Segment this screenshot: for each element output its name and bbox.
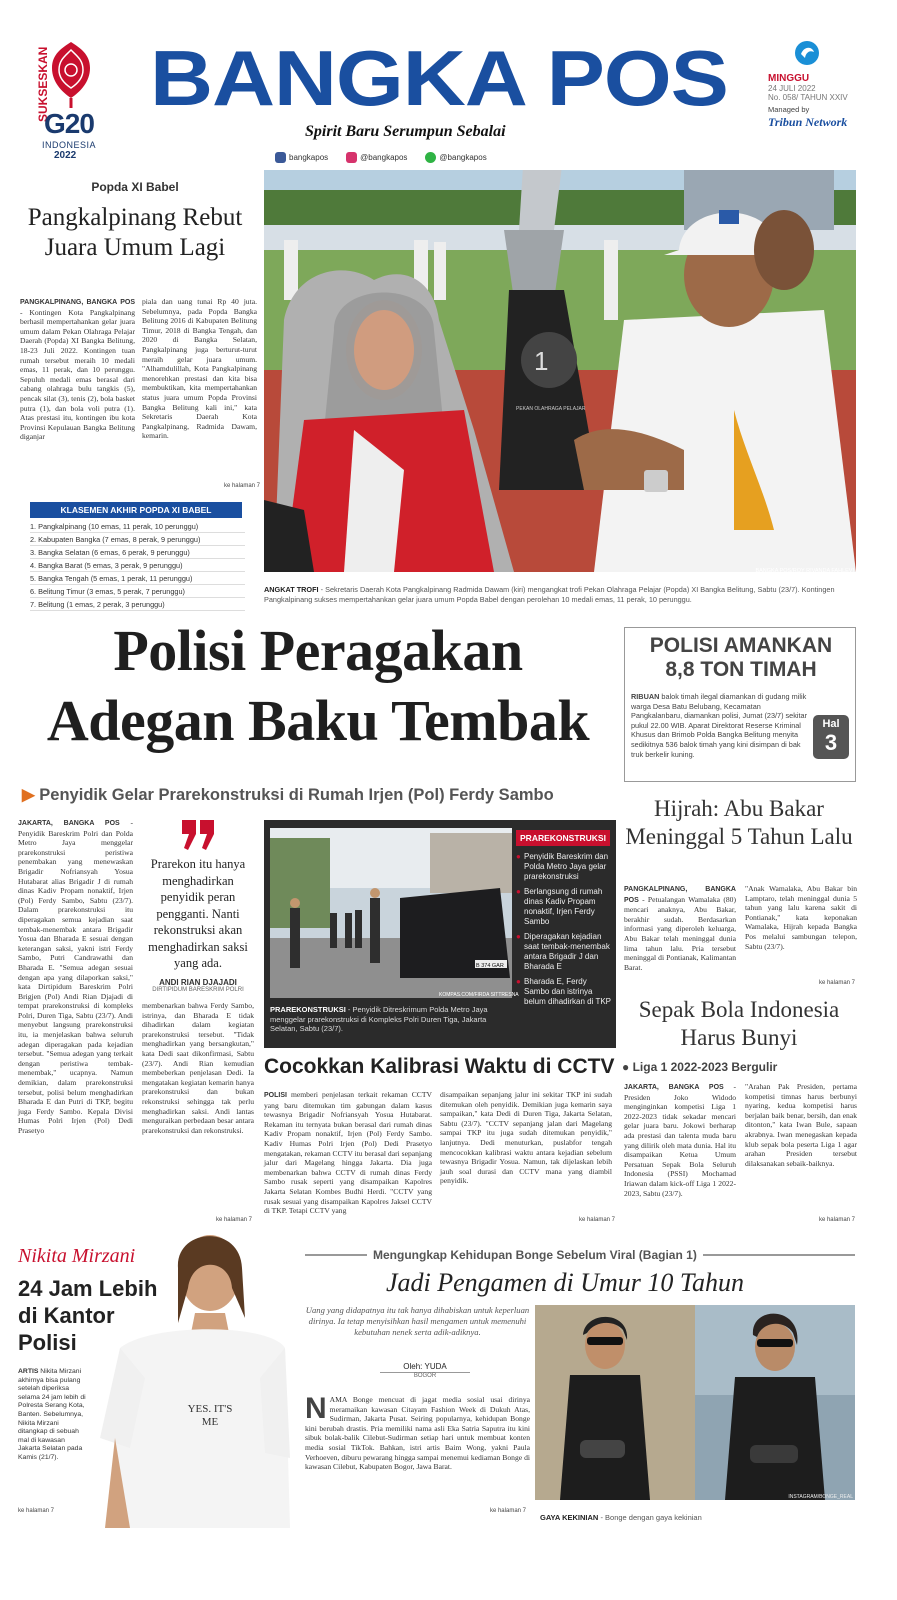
bonge-kicker-bar	[305, 1247, 855, 1263]
whatsapp-icon	[425, 152, 436, 163]
main-dateline: JAKARTA, BANGKA POS	[18, 820, 120, 827]
sepakbola-col1-text: - Presiden Joko Widodo menginginkan kompetisi Liga 1 2022-2023 tidak sekadar mencari gelar juara baru. Jokowi berharap ada prestasi dan talenta muda baru yang dilirik oleh mata dunia. Hal itu disampaikan Ketua Umum Persatuan Sepak Bola Seluruh Indonesia (PSSI) Mochamad Iriawan dalam kick-off Liga 1 2022-2023, Sabtu (23/7).	[624, 1082, 736, 1198]
prarekonstruksi-photo	[270, 828, 512, 998]
hal-label: Hal	[822, 718, 840, 730]
bonge-text-body: AMA Bonge mencuat di jagat media sosial usai dirinya meramaikan kawasan Citayam Fashion Week di Dukuh Atas, Sudirman, Jakarta Pusat. Seiring popularnya, kehidupan Bonge kini berubah drastis. Pria memiliki nama asli Eka Satria Saputra itu kini sibuk bolak-balik Cilebut-Sudirman setiap hari untuk membuat konten media sosial TikTok. Bahkan, istri artis Baim Wong, yakni Paula Verhoeven, diburu pewarang hingga sampai menemui kediaman Bonge di kawasan Cilebut, Kabupaten Bogor, Jawa Barat.	[305, 1395, 530, 1472]
bonge-photo	[535, 1305, 855, 1500]
nikita-continued[interactable]: ke halaman 7	[18, 1508, 55, 1514]
popda-continued[interactable]: ke halaman 7	[223, 483, 260, 489]
tribun-logo-icon	[794, 40, 820, 66]
bonge-dropcap: N	[305, 1392, 327, 1425]
social-instagram[interactable]	[346, 152, 407, 163]
nikita-body	[18, 1368, 86, 1463]
g20-batik-icon	[50, 40, 92, 110]
sepakbola-body-col1	[624, 1082, 736, 1198]
main-headline-line2: Adegan Baku Tembak	[46, 688, 590, 753]
timah-text-body: balok timah ilegal diamankan di gudang milik warga Desa Batu Belubang, Kecamatan Pangkalanbaru, diamankan polisi, Jumat (23/7) sekitar pukul 22.00 WIB. Aparat Direktorat Reserse Kriminal Khusus dan Brimob Polda Bangka Belitung menyita sedikitnya 536 balok timah yang kini disimpan di bak truk berkelir kuning.	[631, 692, 808, 759]
trophy-photo-illustration	[264, 170, 856, 572]
issue-date: 24 JULI 2022	[768, 84, 816, 93]
hijrah-body-col1	[624, 884, 736, 972]
klasemen-title: KLASEMEN AKHIR POPDA XI BABEL	[30, 502, 242, 518]
sepakbola-subheadline	[622, 1060, 856, 1074]
bonge-body	[305, 1392, 530, 1472]
main-headline-line1: Polisi Peragakan	[113, 618, 523, 683]
klasemen-row: 7. Belitung (1 emas, 2 perak, 3 perunggu)	[30, 598, 245, 611]
popda-headline[interactable]: Pangkalpinang Rebut Juara Umum Lagi	[27, 204, 243, 261]
klasemen-row: 4. Bangka Barat (5 emas, 3 perak, 9 perunggu)	[30, 559, 245, 572]
hero-photo	[264, 170, 856, 572]
nikita-dateline: ARTIS	[18, 1368, 39, 1375]
social-bar	[275, 152, 487, 163]
bonge-continued[interactable]: ke halaman 7	[489, 1508, 526, 1514]
sepakbola-headline[interactable]: Sepak Bola Indonesia Harus Bunyi	[638, 997, 840, 1050]
newspaper-title: BANGKA POS	[150, 34, 728, 122]
date-block	[768, 40, 878, 130]
nikita-shirt-text: YES. IT'S ME	[187, 1403, 233, 1428]
bonge-photo-illustration	[535, 1305, 855, 1500]
klasemen-row: 3. Bangka Selatan (6 emas, 6 perak, 9 perunggu)	[30, 546, 245, 559]
pull-quote-text: Prarekon itu hanya menghadirkan penyidik peran pengganti. Nanti rekonstruksi akan menghadirkan saksi yang ada.	[148, 857, 248, 970]
bonge-kicker: Mengungkap Kehidupan Bonge Sebelum Viral (Bagian 1)	[367, 1247, 703, 1263]
bonge-photo-credit: INSTAGRAM/BONGE_REAL	[788, 1494, 853, 1500]
sepakbola-subtitle-text: Liga 1 2022-2023 Bergulir	[632, 1060, 778, 1074]
bullet-icon: ●	[622, 1060, 630, 1074]
main-col1-text: - Penyidik Bareskrim Polri dan Polda Metro Jaya menggelar prarekonstruksi peristiwa penembakan yang menewaskan Brigadir Nofriansyah Yosua Hutabarat alias Brigadir J di rumah dinas Kadiv Propam nonaktif, Irjen (Pol) Ferdy Sambo, Sabtu (23/7). Dalam prarekonstruksi itu diperagakan semua kejadian saat tembak-menembak antara Brigadir Yosua dan Bharada E sesuai dengan keterangan saksi, yakni istri Ferdy Sambo, Putri Candrawathi dan Bharada E. "Semua adegan sesuai dengan apa yang dilaporkan saksi," kata Dirtipidum Bareskrim Polri Brigjen (Pol) Andi Rian Djajadi di tempat prarekonstruksi di kompleks Polri, Duren Tiga, Sabtu (23/7). Andi menyebut langsung prarekonstruksi itu, ia menjelaskan bahwa seluruh adegan diperagakan pada kejadian tersebut. "Semua adegan yang terkait dengan peristiwa tembak-menembak," ucapnya. Namun demikian, dalam prarekonstruksi tersebut, polisi belum menghadirkan Bharada E dan Putri di TKP, begitu juga Ferdy Sambo. Kepala Divisi Humas Polri Irjen (Pol) Dedi Prasetyo	[18, 818, 133, 1135]
sukseskan-label: SUKSESKAN	[36, 46, 50, 122]
instagram-icon	[346, 152, 357, 163]
popda-kicker: Popda XI Babel	[91, 180, 179, 194]
popda-dateline: PANGKALPINANG, BANGKA POS	[20, 299, 135, 306]
svg-text:1: 1	[534, 346, 549, 376]
g20-badge	[14, 40, 124, 170]
hal-number: 3	[824, 730, 838, 755]
tagline: Spirit Baru Serumpun Sebalai	[305, 123, 506, 140]
hero-caption-text: - Sekretaris Daerah Kota Pangkalpinang Radmida Dawam (kiri) mengangkat trofi Pekan Olahraga Pelajar (Popda) XI Bangka Belitung, Sabtu (23/7). Kontingen Pangkalpinang sukses mempertahankan gelar juara umum Popda Babel dengan perolehan 10 medali emas, 11 perak, 10 perunggu.	[264, 585, 835, 604]
klasemen-row: 1. Pangkalpinang (10 emas, 11 perak, 10 perunggu)	[30, 520, 245, 533]
bonge-caption	[540, 1513, 860, 1522]
bonge-byline	[380, 1362, 470, 1379]
bonge-headline[interactable]: Jadi Pengamen di Umur 10 Tahun	[386, 1268, 744, 1297]
prarekonstruksi-caption-text: - Penyidik Ditreskrimum Polda Metro Jaya menggelar prarekonstruksi di Kompleks Polri Duren Tiga, Jakarta Selatan, Sabtu (23/7).	[270, 1005, 488, 1033]
timah-title-line2: 8,8 TON TIMAH	[665, 658, 817, 681]
timah-box	[624, 627, 856, 782]
hero-photo-credit: BANGKA POS/ROY RIVANDA FAHLEVI	[755, 568, 854, 572]
facebook-icon	[275, 152, 286, 163]
bullet-text: Penyidik Bareskrim dan Polda Metro Jaya gelar prarekonstruksi	[524, 852, 609, 881]
prarekonstruksi-box	[264, 820, 616, 1048]
nikita-photo-illustration	[100, 1228, 290, 1528]
issue-number: No. 058/ TAHUN XXIV	[768, 93, 848, 102]
social-instagram-label: @bangkapos	[360, 153, 408, 162]
hijrah-dateline: PANGKALPINANG, BANGKA POS	[624, 886, 736, 904]
cctv-headline[interactable]: Cocokkan Kalibrasi Waktu di CCTV	[264, 1055, 615, 1078]
bonge-lead: Uang yang didapatnya itu tak hanya dihabiskan untuk keperluan dirinya. Ia tetap menyisihkan hasil mengamen untuk memenuhi kebutuhan nenek serta adik-adiknya.	[305, 1305, 530, 1337]
nikita-text-body: Nikita Mirzani akhirnya bisa pulang setelah diperiksa selama 24 jam lebih di Polresta Serang Kota, Banten. Sebelumnya, Nikita Mirzani ditangkap di sebuah mal di kawasan Jakarta Selatan pada Kamis (21/7).	[18, 1368, 86, 1461]
nikita-headline[interactable]: 24 Jam Lebih di Kantor Polisi	[18, 1276, 158, 1355]
cctv-dateline: POLISI	[264, 1092, 287, 1099]
cctv-body-col1	[264, 1090, 432, 1216]
cctv-col1-text: memberi penjelasan terkait rekaman CCTV yang baru ditemukan tim gabungan dalam kasus tewasnya Brigadir Nofriansyah Yosua Hutabarat. Rekaman itu ternyata bukan berasal dari rumah dinas Kadiv Propam nonaktif, Irjen (Pol) Ferdy Sambo. Kadiv Humas Polri Irjen (Pol) Dedi Prasetyo mengatakan, rekaman CCTV itu berasal dari sepanjang jalur dari Magelang hingga Jakarta. Dia juga membenarkan bahwa CCTV di rumah dinas Ferdy Sambo rusak seperti yang disampaikan Kapolres Jakarta Selatan Kombes Budhi Herdi. "CCTV yang rusak sesuai yang disampaikan Kapolres Jaksel CCTV di TKP. Tetapi CCTV yang	[264, 1090, 432, 1216]
main-body-col1	[18, 818, 133, 1136]
pull-quote-author: ANDI RIAN DJAJADI	[159, 977, 237, 987]
sepakbola-body-col2: "Arahan Pak Presiden, pertama kompetisi timnas harus berbunyi nyaring, kedua kompetisi harus berjalan baik benar, bersih, dan enak ditonton," kata Iwan Bule, sapaan akrabnya. Iwan menegaskan kepada klub sepak bola peserta Liga 1 agar arahan Presiden tersebut dilaksanakan sebaik-baiknya.	[745, 1082, 857, 1168]
klasemen-row: 5. Bangka Tengah (5 emas, 1 perak, 11 perunggu)	[30, 572, 245, 585]
prarekonstruksi-bullets	[516, 852, 612, 1007]
bonge-caption-text: - Bonge dengan gaya kekinian	[598, 1513, 702, 1522]
bullet-text: Bharada E, Ferdy Sambo dan istrinya belum dihadirkan di TKP	[524, 977, 612, 1006]
nikita-photo	[100, 1228, 290, 1528]
bonge-caption-label: GAYA KEKINIAN	[540, 1513, 599, 1522]
prarekonstruksi-caption-label: PRAREKONSTRUKSI	[270, 1005, 346, 1014]
nikita-name: Nikita Mirzani	[18, 1245, 136, 1267]
cctv-body-col2: disampaikan sepanjang jalur ini sekitar TKP ini sudah ditemukan oleh penyidik. Demikian juga kemarin saya sampaikan," kata Dedi di Duren Tiga, Jakarta Selatan, Sabtu (23/7). "CCTV sepanjang jalan dari Magelang sampai TKP itu juga sudah ditemukan penyidik," lanjutnya. Dedi menuturkan, puslabfor tengah mencocokkan kalibrasi waktu antara kejadian sebelum tewasnya Brigadir Yosua. Namun, tak dijelaskan lebih jauh soal durasi dan CCTV mana yang diambil penyidik.	[440, 1090, 612, 1186]
tribun-network-logo: Tribun Network	[768, 115, 848, 129]
hijrah-continued[interactable]: ke halaman 7	[818, 980, 855, 986]
klasemen-row: 2. Kabupaten Bangka (7 emas, 8 perak, 9 perunggu)	[30, 533, 245, 546]
hijrah-col1-text: - Petualangan Wamalaka (80) mencari anaknya, Abu Bakar, berakhir sudah. Berdasarkan informasi yang diperoleh keluarga, Abu Bakar telah meninggal dunia lima tahun lalu. Pria tersebut meninggal di Pontianak, Kalimantan Barat.	[624, 894, 736, 972]
hal-badge[interactable]	[813, 715, 849, 759]
timah-title[interactable]	[625, 634, 857, 682]
car-plate: B 374 GAR	[476, 963, 504, 969]
bullet-item: ● Diperagakan kejadian saat tembak-menembak antara Brigadir J dan Bharada E	[516, 932, 610, 971]
hijrah-headline[interactable]: Hijrah: Abu Bakar Meninggal 5 Tahun Lalu	[625, 796, 853, 849]
social-whatsapp[interactable]	[425, 152, 486, 163]
main-subheadline	[22, 785, 622, 805]
prarekonstruksi-box-title: PRAREKONSTRUKSI	[516, 830, 610, 846]
bullet-text: Berlangsung di rumah dinas Kadiv Propam nonaktif, Irjen Ferdy Sambo	[524, 887, 603, 926]
main-subheadline-text: Penyidik Gelar Prarekonstruksi di Rumah Irjen (Pol) Ferdy Sambo	[39, 786, 554, 804]
social-facebook-label: bangkapos	[289, 153, 329, 162]
prarekonstruksi-caption	[270, 1005, 512, 1034]
cctv-continued[interactable]: ke halaman 7	[578, 1217, 615, 1223]
bullet-item: ● Penyidik Bareskrim dan Polda Metro Jaya gelar prarekonstruksi	[516, 852, 609, 881]
sepakbola-dateline: JAKARTA, BANGKA POS	[624, 1084, 724, 1091]
bullet-item: ● Bharada E, Ferdy Sambo dan istrinya belum dihadirkan di TKP	[516, 977, 612, 1006]
main-continued[interactable]: ke halaman 7	[215, 1217, 252, 1223]
arrow-icon: ▶	[22, 786, 35, 804]
main-body-col2: membenarkan bahwa Ferdy Sambo, istrinya, dan Bharada E tidak dihadirkan dalam kegiatan prarekonstruksi tersebut. "Tidak menghadirkan yang bersangkutan," kata Dedi saat dikonfirmasi, Sabtu (23/7). Andi Rian kemudian membeberkan penjelasan Dedi. Ia mengatakan kegiatan kemarin hanya prarekonstruksi dan bukan rekonstruksi sehingga tak perlu menghadirkan saksi. Andi lantas menguraikan perbedaan besar antara prarekonstruksi dan rekonstruksi.	[142, 1001, 254, 1135]
pull-quote	[142, 818, 254, 993]
managed-by-label: Managed by	[768, 105, 810, 114]
social-whatsapp-label: @bangkapos	[439, 153, 487, 162]
timah-text	[631, 692, 811, 759]
bonge-byline-label: Oleh: YUDA	[380, 1362, 470, 1373]
timah-title-line1: POLISI AMANKAN	[649, 634, 833, 657]
g20-country: INDONESIA	[42, 140, 97, 150]
klasemen-list	[30, 520, 245, 611]
bonge-byline-place: BOGOR	[413, 1373, 437, 1379]
klasemen-row: 6. Belitung Timur (3 emas, 5 perak, 7 perunggu)	[30, 585, 245, 598]
g20-year: 2022	[54, 150, 77, 161]
main-headline[interactable]	[18, 616, 618, 756]
g20-title: G20	[44, 108, 94, 139]
issue-day: MINGGU	[768, 73, 810, 84]
prarekonstruksi-photo-credit: KOMPAS.COM/FIRDA SITTRESNA	[439, 992, 519, 998]
popda-body-col2: piala dan uang tunai Rp 40 juta. Sebelumnya, pada Popda Bangka Belitung 2016 di Kabupaten Belitung Timur, 2018 di Bangka Tengah, dan 2020 di Bangka Selatan, Pangkalpinang juga berturut-turut meraih gelar juara umum. "Alhamdulillah, Kota Pangkalpinang menorehkan prestasi dan kita bisa membuktikan, kita mempertahankan status juara umum Popda Provinsi Bangka Belitung kali ini," kata Sekretaris Daerah Kota Pangkalpinang, Radmida Dawam, kemarin.	[142, 297, 257, 441]
timah-lead-label: RIBUAN	[631, 692, 660, 701]
hijrah-body-col2: "Anak Wamalaka, Abu Bakar bin Lamptaro, telah meninggal dunia 5 tahun yang lalu karena sakit di Pontianak," kata keponakan Wamalaka, Hijrah kepada Bangka Pos melalui sambungan telepon, Sabtu (23/7).	[745, 884, 857, 951]
sepakbola-continued[interactable]: ke halaman 7	[818, 1217, 855, 1223]
popda-body-col1	[20, 297, 135, 442]
hero-caption-label: ANGKAT TROFI	[264, 585, 319, 594]
bullet-text: Diperagakan kejadian saat tembak-menembak antara Brigadir J dan Bharada E	[524, 932, 610, 971]
social-facebook[interactable]	[275, 152, 328, 163]
popda-col1-text: - Kontingen Kota Pangkalpinang berhasil mempertahankan gelar juara umum dalam Pekan Olahraga Pelajar Daerah (Popda) XI Bangka Belitung, 18-23 Juli 2022. Kontingen tuan rumah tersebut meraih 10 medali emas, 11 perak, dan 10 perunggu. Sepuluh medali emas berasal dari cabang olahraga bulu tangkis (5), pencak silat (3), tenis (2), bola basket putra (1), dan bola voli putra (1). Atas prestasi itu, kontingen ibu kota Provinsi Kepulauan Bangka Belitung diganjar	[20, 307, 135, 442]
trophy-text: PEKAN OLAHRAGA PELAJAR	[516, 406, 586, 412]
bullet-item: ● Berlangsung di rumah dinas Kadiv Propam nonaktif, Irjen Ferdy Sambo	[516, 887, 603, 926]
pull-quote-role: DIRTIPIDUM BARESKRIM POLRI	[152, 986, 244, 993]
hero-caption	[264, 585, 856, 605]
quote-icon	[180, 818, 216, 852]
